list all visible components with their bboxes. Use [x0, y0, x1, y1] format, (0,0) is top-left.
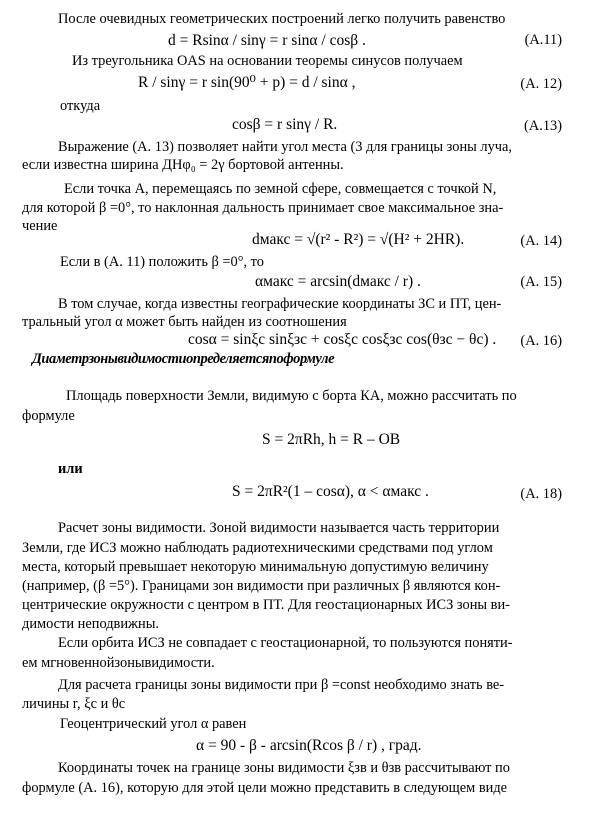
equation-number: (А. 14): [520, 233, 562, 249]
equation-a14: dмакс = √(r² - R²) = √(H² + 2HR).: [252, 231, 465, 248]
equation-number: (А. 15): [520, 274, 562, 290]
equation-a18: S = 2πR²(1 – cosα), α < αмакс .: [232, 483, 429, 500]
text-line: места, который превышает некоторую минимальную допустимую величину: [22, 559, 489, 575]
text-line: После очевидных геометрических построений легко получить равенство: [58, 11, 506, 27]
equation-number: (А. 18): [520, 486, 562, 502]
text-line: Диаметрзонывидимостиопределяетсяпоформуле: [32, 351, 335, 367]
text-line: или: [58, 461, 83, 477]
text-line: чение: [22, 218, 58, 234]
text-line: Если орбита ИСЗ не совпадает с геостационарной, то пользуются поняти-: [58, 635, 513, 651]
equation-a15: αмакс = arcsin(dмакс / r) .: [255, 273, 421, 290]
equation-number: (А.11): [524, 32, 562, 48]
text-line: формуле (А. 16), которую для этой цели можно представить в следующем виде: [22, 780, 508, 796]
text-line: формуле: [22, 408, 75, 424]
text-line: Выражение (А. 13) позволяет найти угол места (3 для границы зоны луча,: [58, 139, 513, 155]
equation-a12: R / sinγ = r sin(90⁰ + p) = d / sinα ,: [138, 74, 356, 91]
text-line: Из треугольника OAS на основании теоремы синусов получаем: [72, 53, 463, 69]
text-line: центрические окружности с центром в ПТ. Для геостационарных ИСЗ зоны ви-: [22, 597, 510, 613]
text-line: Для расчета границы зоны видимости при β =const необходимо знать ве-: [58, 677, 505, 693]
equation-a11: d = Rsinα / sinγ = r sinα / cosβ .: [168, 32, 366, 49]
text-line: Если точка А, перемещаясь по земной сфере, совмещается с точкой N,: [64, 181, 497, 197]
text-line: димости неподвижны.: [22, 616, 159, 632]
text-line: Если в (А. 11) положить β =0°, то: [60, 254, 264, 270]
text-line: Расчет зоны видимости. Зоной видимости называется часть территории: [58, 520, 500, 536]
text-line: если известна ширина ДНφ₀ = 2γ бортовой антенны.: [22, 157, 344, 173]
text-line: для которой β =0°, то наклонная дальность принимает свое максимальное зна-: [22, 200, 504, 216]
text-line: тральный угол α может быть найден из соотношения: [22, 314, 347, 330]
text-line: личины r, ξс и θс: [22, 696, 126, 712]
equation-number: (А. 16): [520, 333, 562, 349]
equation-a17: S = 2πRh, h = R – OB: [262, 431, 401, 448]
text-line: ем мгновеннойзонывидимости.: [22, 655, 215, 671]
text-line: Площадь поверхности Земли, видимую с борта КА, можно рассчитать по: [66, 388, 517, 404]
text-line: откуда: [60, 98, 101, 114]
equation-a13: cosβ = r sinγ / R.: [232, 116, 338, 133]
text-line: Координаты точек на границе зоны видимости ξзв и θзв рассчитывают по: [58, 760, 510, 776]
equation-number: (А.13): [524, 118, 562, 134]
equation-a16: cosα = sinξс sinξзс + cosξс cosξзс cos(θзс − θс) .: [188, 331, 497, 348]
equation-alpha: α = 90 - β - arcsin(Rcos β / r) , град.: [196, 737, 422, 754]
text-line: В том случае, когда известны географические координаты ЗС и ПТ, цен-: [58, 296, 502, 312]
equation-number: (А. 12): [520, 76, 562, 92]
text-line: (например, (β =5°). Границами зон видимости при различных β являются кон-: [22, 578, 501, 594]
text-line: Земли, где ИСЗ можно наблюдать радиотехническими средствами под углом: [22, 540, 493, 556]
text-line: Геоцентрический угол α равен: [60, 716, 247, 732]
